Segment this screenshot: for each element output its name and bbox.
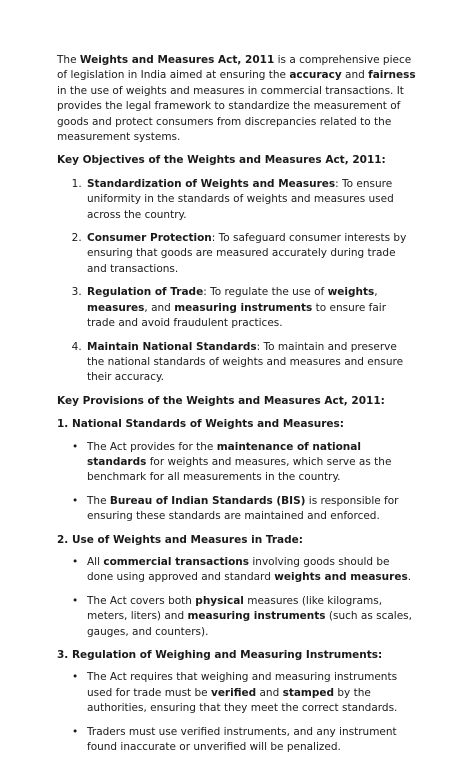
document-page <box>57 53 417 763</box>
objectives-heading: Key Objectives of the Weights and Measures Act, 2011: <box>57 154 386 167</box>
bullet-marker: • <box>72 725 79 738</box>
provisions-heading: Key Provisions of the Weights and Measures Act, 2011: <box>57 394 385 407</box>
bullet-marker: • <box>72 671 79 684</box>
bold-run: Maintain National Standards <box>87 340 257 353</box>
objective-item: 2. Consumer Protection: To safeguard consumer interests by ensuring that goods are measured accurately during trade and transactions. <box>85 231 417 277</box>
bullet-item <box>72 440 417 486</box>
bullet-marker: • <box>72 494 79 507</box>
bold-run: weights and measures <box>274 571 408 584</box>
objectives-list <box>57 177 417 386</box>
bold-run: Consumer Protection <box>87 232 212 245</box>
intro-paragraph: The Weights and Measures Act, 2011 is a comprehensive piece of legislation in India aimed at ensuring the accuracy and fairness in the use of weights and measures in commercial transactions. It provides the legal framework to standardize the measurement of goods and protect consumers from discrepancies related to the measurement systems. <box>57 54 416 144</box>
section-bullet-list <box>57 555 417 640</box>
bullet-item <box>72 725 417 756</box>
bold-run: physical <box>195 594 244 607</box>
objective-item: 4. Maintain National Standards: To maintain and preserve the national standards of weights and measures and ensure their accuracy. <box>85 340 417 386</box>
section-heading: 1. National Standards of Weights and Measures: <box>57 418 344 431</box>
bold-run: Bureau of Indian Standards (BIS) <box>109 494 306 507</box>
section-bullet-list <box>57 670 417 755</box>
bullet-text: All commercial transactions involving goods should be done using approved and standard weights and measures. <box>87 555 412 584</box>
bullet-text: The Act provides for the maintenance of national standards for weights and measures, which serve as the benchmark for all measurements in the country. <box>87 440 392 484</box>
section-bullet-list <box>57 440 417 525</box>
objective-item: 1. Standardization of Weights and Measures: To ensure uniformity in the standards of weights and measures used across the country. <box>85 177 417 223</box>
bold-run: measuring instruments <box>187 610 326 623</box>
bullet-item <box>72 594 417 640</box>
bold-run: maintenance of national standards <box>87 440 361 468</box>
section-heading: 3. Regulation of Weighing and Measuring Instruments: <box>57 649 383 661</box>
bullet-item <box>72 494 417 525</box>
bold-run: accuracy <box>289 69 342 82</box>
section-heading: 2. Use of Weights and Measures in Trade: <box>57 533 303 546</box>
bold-run: verified <box>210 686 257 699</box>
bullet-text: Traders must use verified instruments, and any instrument found inaccurate or unverified will be penalized. <box>87 725 397 754</box>
bold-run: Standardization of Weights and Measures <box>87 177 336 190</box>
bold-run: Regulation of Trade <box>87 286 204 299</box>
bullet-marker: • <box>72 594 79 607</box>
bold-run: weights <box>327 286 375 299</box>
bold-run: Weights and Measures Act, 2011 <box>79 54 275 66</box>
bullet-text: The Act covers both physical measures (like kilograms, meters, liters) and measuring instruments (such as scales, gauges, and counters). <box>87 594 412 638</box>
bullet-marker: • <box>72 440 79 453</box>
bullet-item <box>72 555 417 586</box>
bold-run: stamped <box>282 686 335 699</box>
bold-run: measures <box>87 301 145 314</box>
objective-item: 3. Regulation of Trade: To regulate the use of weights, measures, and measuring instruments to ensure fair trade and avoid fraudulent practices. <box>85 285 417 331</box>
bold-run: fairness <box>368 69 416 82</box>
bullet-item <box>72 670 417 716</box>
bold-run: measuring instruments <box>174 301 313 314</box>
bold-run: commercial transactions <box>103 555 250 568</box>
bullet-text: The Act requires that weighing and measuring instruments used for trade must be verified and stamped by the authorities, ensuring that they meet the correct standards. <box>87 671 398 715</box>
bullet-marker: • <box>72 555 79 568</box>
bullet-text: The Bureau of Indian Standards (BIS) is responsible for ensuring these standards are maintained and enforced. <box>87 494 399 523</box>
